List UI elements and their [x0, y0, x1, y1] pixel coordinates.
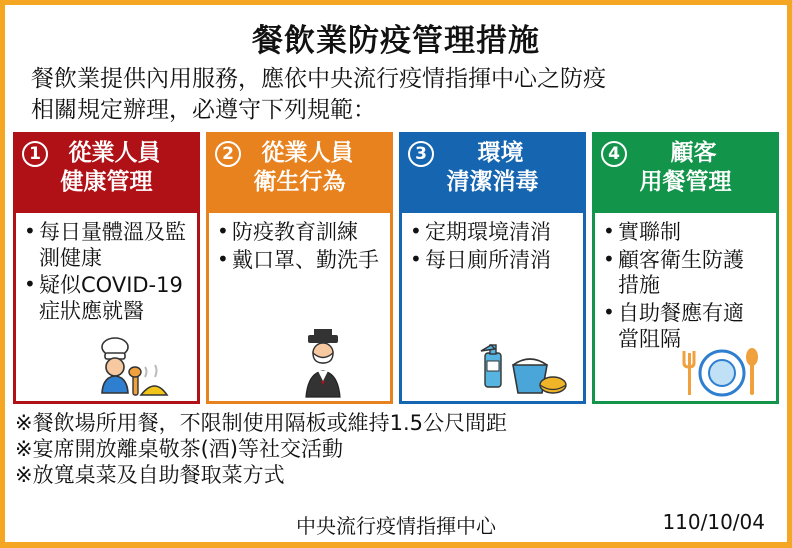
masked-staff-icon — [264, 329, 384, 399]
bullet-text-cont: 措施 — [618, 273, 660, 298]
card-4-heading-line-2: 用餐管理 — [639, 168, 732, 195]
card-4-header — [595, 135, 776, 213]
cleaning-supplies-icon — [457, 329, 577, 399]
note-line-2: ※宴席開放離桌敬茶(酒)等社交活動 — [15, 437, 343, 462]
card-3-number-badge: 3 — [408, 141, 434, 167]
plate-cutlery-icon — [650, 329, 770, 399]
measure-card-3 — [399, 132, 586, 404]
card-3-header — [402, 135, 583, 213]
bullet-text: 實聯制 — [618, 220, 681, 245]
note-line-3: ※放寬桌菜及自助餐取菜方式 — [15, 463, 285, 488]
intro-line-2: 相關規定辦理，必遵守下列規範： — [31, 97, 376, 124]
card-1-heading-line-2: 健康管理 — [60, 168, 153, 195]
bullet-text: 顧客衛生防護 — [618, 247, 744, 272]
card-3-body — [402, 213, 583, 401]
list-item — [410, 248, 577, 274]
chef-cooking-icon — [71, 329, 191, 399]
bullet-text: 自助餐應有適 — [618, 300, 744, 325]
bullet-text: 每日廁所清消 — [425, 247, 551, 272]
card-1-header — [16, 135, 197, 213]
footer — [5, 510, 787, 538]
card-4-heading-line-1: 顧客 — [670, 140, 717, 167]
card-2-heading-line-1: 從業人員 — [261, 140, 354, 167]
list-item — [24, 220, 191, 271]
card-2-header — [209, 135, 390, 213]
card-2-heading-line-2: 衛生行為 — [253, 168, 346, 195]
issuing-organization: 中央流行疫情指揮中心 — [296, 514, 496, 538]
bullet-text-cont: 測健康 — [39, 245, 102, 270]
intro-line-1: 餐飲業提供內用服務，應依中央流行疫情指揮中心之防疫 — [31, 66, 606, 92]
card-3-heading-line-1: 環境 — [477, 140, 524, 167]
list-item — [410, 220, 577, 246]
note-line-1: ※餐飲場所用餐，不限制使用隔板或維持1.5公尺間距 — [15, 411, 507, 436]
list-item — [217, 220, 384, 246]
bullet-text: 每日量體溫及監 — [39, 220, 186, 245]
bullet-text: 戴口罩、勤洗手 — [232, 247, 379, 272]
intro-text — [5, 64, 787, 126]
list-item — [603, 248, 770, 299]
card-2-bullet-list — [217, 220, 384, 273]
bullet-text: 定期環境清消 — [425, 220, 551, 245]
card-3-heading-line-2: 清潔消毒 — [446, 168, 539, 195]
publish-date: 110/10/04 — [662, 510, 765, 534]
card-1-body — [16, 213, 197, 401]
list-item — [217, 248, 384, 274]
card-1-number-badge: 1 — [22, 141, 48, 167]
notes-section — [5, 404, 787, 488]
card-3-bullet-list — [410, 220, 577, 273]
card-4-body — [595, 213, 776, 401]
measure-card-1 — [13, 132, 200, 404]
list-item — [603, 220, 770, 246]
list-item — [24, 273, 191, 324]
card-1-heading-line-1: 從業人員 — [68, 140, 161, 167]
bullet-text: 防疫教育訓練 — [232, 220, 358, 245]
page-title: 餐飲業防疫管理措施 — [252, 23, 540, 59]
card-1-bullet-list — [24, 220, 191, 324]
measure-cards — [5, 132, 787, 404]
card-4-number-badge: 4 — [601, 141, 627, 167]
bullet-text: 疑似COVID-19 — [39, 273, 183, 298]
card-2-number-badge: 2 — [215, 141, 241, 167]
measure-card-2 — [206, 132, 393, 404]
card-2-body — [209, 213, 390, 401]
measure-card-4 — [592, 132, 779, 404]
bullet-text-cont: 當阻隔 — [618, 326, 681, 351]
bullet-text-cont: 症狀應就醫 — [39, 298, 144, 323]
